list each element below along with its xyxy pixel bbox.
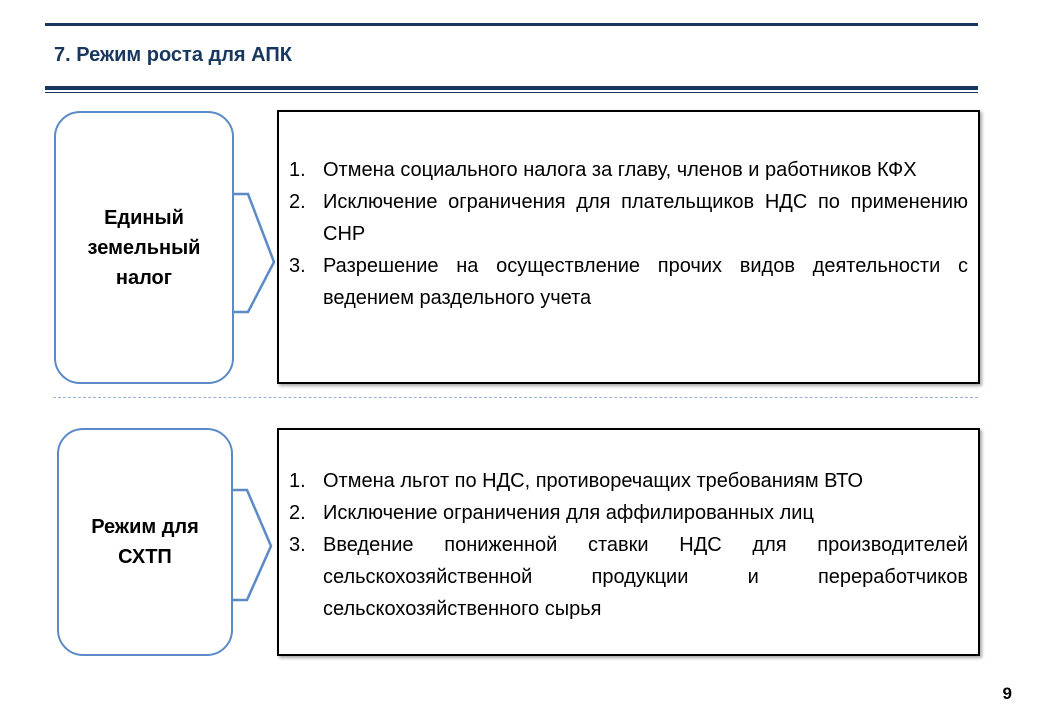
list-item-number: 3. — [289, 534, 306, 556]
chevron-right-icon — [233, 476, 279, 616]
measures-list — [289, 465, 968, 625]
list-item-text: Введение пониженной ставки НДС для производителей сельскохозяйственной продукции и переработчиков сельскохозяйственного сырья — [323, 534, 968, 620]
list-item-text: Исключение ограничения для аффилированных лиц — [323, 502, 814, 524]
content-box-agri-producers-regime — [277, 428, 980, 656]
list-item-number: 2. — [289, 502, 306, 524]
label-line: земельный — [87, 236, 201, 259]
list-item-text: Разрешение на осуществление прочих видов деятельности с ведением раздельного учета — [323, 255, 968, 309]
list-item — [289, 186, 968, 250]
list-item — [289, 154, 968, 186]
list-item — [289, 250, 968, 314]
label-line: СХТП — [118, 546, 172, 568]
section-divider — [53, 397, 978, 398]
list-item-number: 1. — [289, 470, 306, 492]
label-box-agri-producers-regime — [57, 428, 233, 656]
content-box-single-land-tax — [277, 110, 980, 384]
measures-list — [289, 154, 968, 314]
list-item — [289, 497, 968, 529]
list-item — [289, 465, 968, 497]
list-item-number: 3. — [289, 255, 306, 277]
label-text — [88, 203, 201, 293]
chevron-right-icon — [234, 180, 280, 330]
label-line: Единый — [104, 206, 184, 229]
list-item-number: 1. — [289, 159, 306, 181]
header-bottom-thin-rule — [45, 92, 978, 93]
list-item-text: Отмена социального налога за главу, членов и работников КФХ — [323, 159, 917, 181]
slide-title: 7. Режим роста для АПК — [54, 44, 292, 66]
label-line: Режим для — [91, 516, 199, 538]
page-number: 9 — [1002, 684, 1012, 703]
header-bottom-rule — [45, 86, 978, 90]
list-item-text: Отмена льгот по НДС, противоречащих требованиям ВТО — [323, 470, 864, 492]
header-top-rule — [45, 23, 978, 26]
list-item — [289, 529, 968, 625]
label-text — [91, 512, 199, 572]
label-box-single-land-tax — [54, 111, 234, 384]
list-item-text: Исключение ограничения для плательщиков НДС по применению СНР — [323, 191, 968, 245]
list-item-number: 2. — [289, 191, 306, 213]
label-line: налог — [115, 266, 173, 289]
